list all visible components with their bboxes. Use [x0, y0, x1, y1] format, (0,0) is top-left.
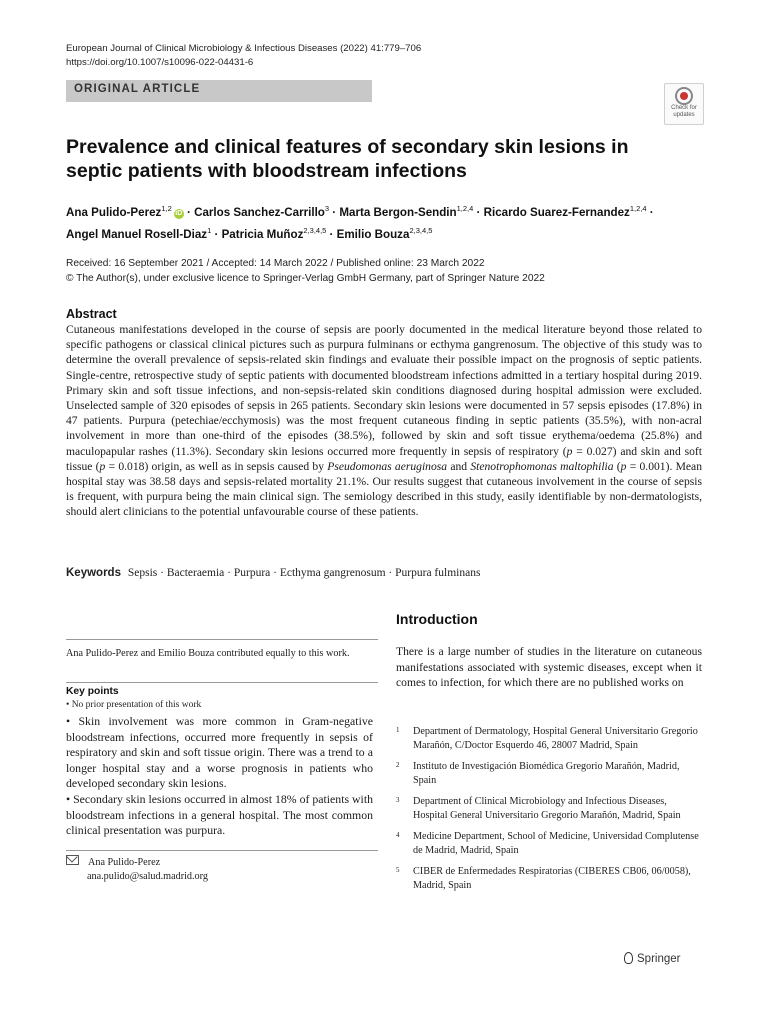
received-accepted-dates: Received: 16 September 2021 / Accepted: 14 March 2022 / Published online: 23 March 2022: [66, 258, 485, 269]
author-name[interactable]: Patricia Muñoz: [221, 227, 304, 241]
organism-name: Stenotrophomonas maltophilia: [470, 459, 614, 473]
corresponding-author-name: Ana Pulido-Perez: [88, 857, 161, 868]
abstract-body: [66, 322, 702, 520]
author-affiliation-ref: 2,3,4,5: [409, 225, 433, 235]
affiliation-text: Department of Dermatology, Hospital General Universitario Gregorio Marañón, C/Doctor Esquerdo 46, 28007 Madrid, Spain: [413, 726, 698, 751]
key-points-heading: Key points: [66, 686, 119, 697]
corresponding-author: [66, 855, 208, 884]
affiliation-number: 4: [396, 831, 400, 839]
article-type-label: ORIGINAL ARTICLE: [74, 83, 201, 95]
author-name[interactable]: Marta Bergon-Sendin: [339, 205, 457, 219]
orcid-icon[interactable]: iD: [175, 209, 183, 217]
affiliation-text: Department of Clinical Microbiology and Infectious Diseases, Hospital General Universitario Gregorio Marañón, Madrid, Spain: [413, 796, 681, 821]
author-list: Ana Pulido-Perez$^{1,2}$iD · Carlos Sanchez-Carrillo$^3$ · Marta Bergon-Sendin$^{1,2,4}$ · Ricardo Suarez-Fernandez$^{1,2,4}$ · Angel Manuel Rosell-Diaz$^1$ · Patricia Muñoz$^{2,3,4,5}$ · Emilio Bouza$^{2,3,4,5}$: [66, 204, 654, 241]
abstract-text: = 0.018) origin, as well as in sepsis caused by: [105, 459, 328, 473]
affiliation-number: 5: [396, 866, 400, 874]
author-affiliation-ref: 1: [207, 225, 212, 235]
publisher-name: Springer: [637, 953, 681, 965]
affiliation-item: [396, 760, 702, 788]
contribution-note: Ana Pulido-Perez and Emilio Bouza contributed equally to this work.: [66, 648, 350, 659]
author-name[interactable]: Angel Manuel Rosell-Diaz: [66, 227, 208, 241]
keywords-list: Sepsis · Bacteraemia · Purpura · Ecthyma gangrenosum · Purpura fulminans: [127, 567, 481, 579]
affiliation-number: 2: [396, 761, 400, 769]
divider: [66, 850, 378, 851]
affiliation-number: 1: [396, 726, 400, 734]
affiliation-text: Instituto de Investigación Biomédica Gregorio Marañón, Madrid, Spain: [413, 761, 680, 786]
check-for-updates-label: Check for updates: [671, 105, 697, 118]
author-name[interactable]: Ana Pulido-Perez: [66, 205, 162, 219]
introduction-heading: Introduction: [396, 611, 478, 627]
publisher-logo: [623, 952, 680, 965]
p-value-symbol: p: [566, 444, 573, 458]
affiliation-item: [396, 865, 702, 893]
affiliation-item: [396, 830, 702, 858]
envelope-icon: [66, 855, 79, 865]
affiliation-text: Medicine Department, School of Medicine, Universidad Complutense de Madrid, Madrid, Spain: [413, 831, 699, 856]
author-name[interactable]: Emilio Bouza: [336, 227, 410, 241]
organism-name: Pseudomonas aeruginosa: [327, 459, 448, 473]
springer-horse-icon: [623, 952, 633, 964]
p-value-symbol: p: [620, 459, 627, 473]
publication-dates: [66, 256, 545, 286]
author-name[interactable]: Ricardo Suarez-Fernandez: [483, 205, 630, 219]
abstract-text: = 0.001). Mean hospital stay was 38.58 days and sepsis-related mortality 21.1%. Our results suggest that cutaneous involvement in the course of sepsis is frequent, with purpura being the main clinical sign. The semiology described in this study, easily identifiable by non-dermatologists, should alert clinicians to the potential unfavourable course of these patients.: [66, 459, 702, 519]
key-point: • Skin involvement was more common in Gram-negative bloodstream infections, occurred more frequently in sepsis of respiratory and skin and soft tissue origin. There was a trend to a longer hospital stay and a worse prognosis in patients who developed secondary skin lesions.: [66, 714, 373, 791]
key-point: • Secondary skin lesions occurred in almost 18% of patients with bloodstream infections in a general hospital. The most common clinical presentation was purpura.: [66, 791, 373, 838]
author-affiliation-ref: 1,2,4: [456, 204, 474, 213]
affiliation-number: 3: [396, 796, 400, 804]
copyright-line: © The Author(s), under exclusive licence to Springer-Verlag GmbH Germany, part of Springer Nature 2022: [66, 273, 545, 284]
affiliation-item: [396, 795, 702, 823]
p-value-symbol: p: [99, 459, 106, 473]
keywords-line: [66, 567, 480, 579]
article-type-banner: [66, 80, 372, 102]
journal-citation: European Journal of Clinical Microbiology & Infectious Diseases (2022) 41:779–706: [66, 43, 422, 54]
article-title: Prevalence and clinical features of secondary skin lesions in septic patients with bloodstream infections: [66, 136, 629, 182]
author-affiliation-ref: 3: [324, 204, 330, 213]
corresponding-email-link[interactable]: ana.pulido@salud.madrid.org: [87, 871, 208, 882]
divider: [66, 639, 378, 640]
affiliation-item: [396, 725, 702, 753]
journal-header: [66, 42, 421, 70]
author-affiliation-ref: 1,2,4: [629, 204, 647, 213]
abstract-text: = 0.027) and skin and soft tissue (: [66, 444, 702, 473]
affiliation-text: CIBER de Enfermedades Respiratorias (CIBERES CB06, 06/0058), Madrid, Spain: [413, 866, 691, 891]
author-affiliation-ref: 1,2: [161, 204, 172, 213]
affiliations-list: [396, 725, 702, 900]
author-affiliation-ref: 2,3,4,5: [303, 225, 327, 235]
author-name[interactable]: Carlos Sanchez-Carrillo: [194, 205, 325, 219]
abstract-text: (: [613, 459, 621, 473]
key-points-note: • No prior presentation of this work: [66, 700, 202, 710]
check-for-updates-button[interactable]: [664, 83, 704, 125]
introduction-text: There is a large number of studies in the literature on cutaneous manifestations associated with systemic diseases, except when it comes to infection, for which there are no published works on: [396, 645, 702, 690]
keywords-label: Keywords: [66, 567, 121, 579]
check-for-updates-icon: [675, 87, 693, 105]
doi-link[interactable]: https://doi.org/10.1007/s10096-022-04431-6: [66, 57, 254, 68]
abstract-heading: Abstract: [66, 307, 117, 321]
abstract-text: Cutaneous manifestations developed in the course of sepsis are poorly documented in the medical literature beyond those related to specific pathogens or classical clinical pictures such as purpura fulminans or ecthyma gangrenosum. The objective of this study was to determine the overall prevalence of sepsis-related skin findings and evaluate their possible impact on the prognosis of septic patients. Single-centre, retrospective study of septic patients with documented bloodstream infections admitted in a tertiary hospital during 2019. Primary skin and soft tissue infections, and non-sepsis-related skin conditions diagnosed during hospital admission were excluded. Unselected sample of 320 episodes of sepsis in 265 patients. Secondary skin lesions were documented in 57 sepsis episodes (17.8%) in 47 patients. Purpura (petechiae/ecchymosis) was the most frequent cutaneous finding in septic patients (35.5%), with non-acral involvement in more than one-third of the episodes (38.5%), followed by skin and soft tissue erythema/oedema (25.8%) and maculopapular rashes (11.3%). Secondary skin lesions occurred more frequently in sepsis of respiratory (: [66, 323, 702, 458]
divider: [66, 682, 378, 683]
key-points-list: [66, 714, 373, 839]
abstract-text: and: [447, 459, 471, 473]
